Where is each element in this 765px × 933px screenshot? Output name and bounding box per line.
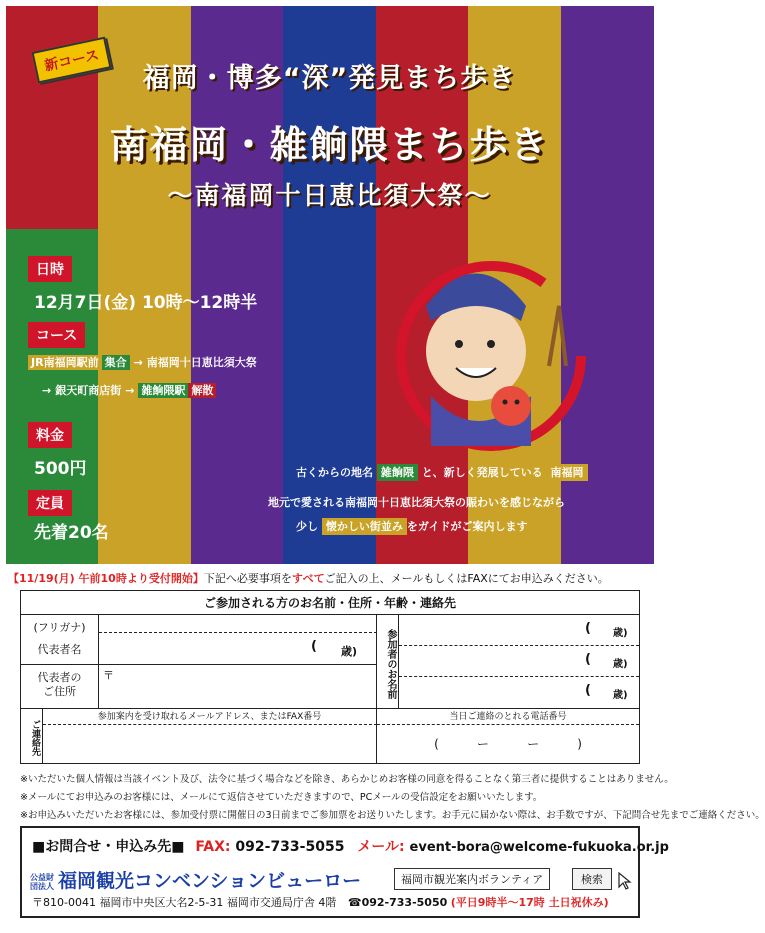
contact-row: ■お問合せ・申込み先■ FAX: 092-733-5055 メール: event-bora@welcome-fukuoka.or.jp (32, 839, 669, 855)
fee-text: 500円 (34, 459, 87, 479)
description-line-1: 古くからの地名 雑餉隈 と、新しく発展している 南福岡 (296, 464, 631, 480)
description-line-2: 地元で愛される南福岡十日恵比須大祭の賑わいを感じながら (268, 496, 565, 509)
new-course-badge: 新コース (31, 37, 111, 84)
ticket-note: ※お申込みいただいたお客様には、参加受付票に開催日の3日前までご参加票をお送りいたします。お手元に届かない際は、お手数ですが、下記問合せ先までご連絡ください。 (20, 810, 765, 821)
email-address[interactable]: event-bora@welcome-fukuoka.or.jp (409, 840, 669, 855)
organization-name: 公益財団法人 福岡観光コンベンションビューロー (30, 870, 362, 892)
address-row: 〒810-0041 福岡市中央区大名2-5-31 福岡市交通局庁舎 4階 ☎092-733-5050 (平日9時半〜17時 土日祝休み) (32, 896, 609, 909)
search-term-box: 福岡市観光案内ボランティア (394, 868, 550, 890)
phone-label: 当日ご連絡のとれる電話番号 (377, 709, 639, 725)
event-title: 南福岡・雑餉隈まち歩き (109, 123, 550, 167)
series-title: 福岡・博多“深”発見まち歩き (142, 63, 517, 94)
application-notice: 【11/19(月) 午前10時より受付開始】下記へ必要事項をすべてご記入の上、メールもしくはFAXにてお申込みください。 (8, 572, 609, 585)
capacity-text: 先着20名 (34, 523, 109, 543)
participant-1-input[interactable]: ( 歳) (399, 615, 639, 646)
course-line-1: JR南福岡駅前 集合 → 南福岡十日恵比須大祭 (28, 354, 257, 370)
email-fax-input[interactable] (43, 725, 377, 763)
participants-label: 参加者のお名前 (377, 615, 399, 709)
rep-address-input[interactable]: 〒 (99, 665, 377, 709)
capacity-tag: 定員 (28, 490, 72, 516)
date-tag: 日時 (28, 256, 72, 282)
rep-name-input[interactable]: ( 歳) (99, 633, 377, 665)
description-line-3: 少し 懐かしい街並み をガイドがご案内します (296, 520, 528, 533)
privacy-note: ※いただいた個人情報は当該イベント及び、法令に基づく場合などを除き、あらかじめお客様の同意を得ることなく第三者に提供することはありません。 (20, 774, 674, 785)
email-fax-label: 参加案内を受け取れるメールアドレス、またはFAX番号 (43, 709, 377, 725)
contact-box (20, 826, 669, 918)
form-header: ご参加される方のお名前・住所・年齢・連絡先 (21, 591, 639, 615)
fax-number: 092-733-5055 (235, 839, 345, 855)
furigana-input[interactable] (99, 615, 377, 633)
rep-name-label-cell: (フリガナ) 代表者名 (21, 615, 99, 665)
course-tag: コース (28, 322, 85, 348)
ebisu-illustration (361, 246, 621, 456)
course-line-2: → 銀天町商店街 → 雑餉隈駅 解散 (38, 382, 216, 398)
rep-address-label: 代表者の ご住所 (21, 665, 99, 709)
email-note: ※メールにてお申込みのお客様には、メールにて返信させていただきますので、PCメールの受信設定をお願いいたします。 (20, 792, 543, 803)
phone-input[interactable]: ( ー ー ) (434, 737, 582, 751)
participant-2-input[interactable]: ( 歳) (399, 646, 639, 677)
application-form (20, 590, 640, 764)
event-banner (6, 6, 653, 564)
search-button[interactable]: 検索 (572, 868, 612, 890)
event-subtitle: 〜南福岡十日恵比須大祭〜 (167, 181, 492, 210)
cursor-icon (618, 872, 632, 890)
fee-tag: 料金 (28, 422, 72, 448)
contact-label: ご連絡先 (21, 709, 43, 763)
participant-3-input[interactable]: ( 歳) (399, 677, 639, 709)
date-text: 12月7日(金) 10時〜12時半 (34, 293, 258, 313)
